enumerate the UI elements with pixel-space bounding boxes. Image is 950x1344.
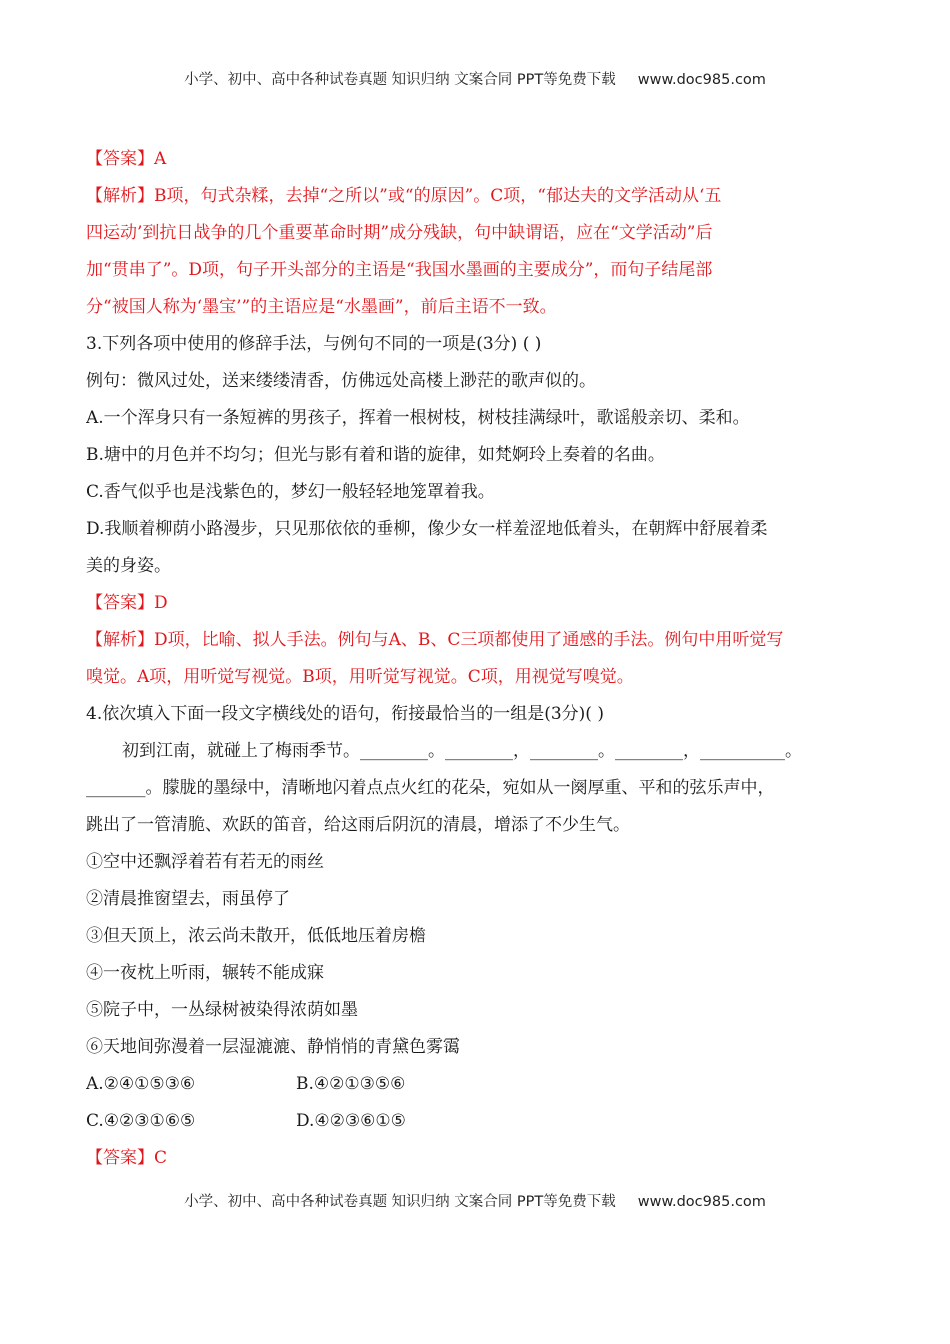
page-header — [0, 68, 950, 89]
answer-line: 【答案】D — [86, 593, 168, 613]
question-3-stem: 3.下列各项中使用的修辞手法，与例句不同的一项是(3分) ( ) — [86, 334, 542, 354]
answer-line: 【答案】C — [86, 1148, 168, 1168]
sentence-item: ①空中还飘浮着若有若无的雨丝 — [86, 852, 324, 872]
page-footer — [0, 1190, 950, 1211]
question-4-option-b: B.④②①③⑤⑥ — [296, 1074, 406, 1094]
sentence-item: ②清晨推窗望去，雨虽停了 — [86, 889, 290, 909]
question-4-option-d: D.④②③⑥①⑤ — [296, 1111, 406, 1131]
footer-text: 小学、初中、高中各种试卷真题 知识归纳 文案合同 PPT等免费下载 — [184, 1194, 616, 1210]
question-4-option-c: C.④②③①⑥⑤ — [86, 1111, 196, 1131]
analysis-line: 【解析】D项，比喻、拟人手法。例句与A、B、C三项都使用了通感的手法。例句中用听觉写 — [86, 630, 784, 650]
question-3-option-b: B.塘中的月色并不均匀；但光与影有着和谐的旋律，如梵婀玲上奏着的名曲。 — [86, 445, 665, 465]
question-3-option-d: D.我顺着柳荫小路漫步，只见那依依的垂柳，像少女一样羞涩地低着头，在朝辉中舒展着柔 — [86, 519, 768, 539]
option-row — [86, 1066, 866, 1103]
sentence-item: ⑤院子中，一丛绿树被染得浓荫如墨 — [86, 1000, 358, 1020]
question-3-option-a: A.一个浑身只有一条短裤的男孩子，挥着一根树枝，树枝挂满绿叶，歌谣般亲切、柔和。 — [86, 408, 750, 428]
sentence-item: ④一夜枕上听雨，辗转不能成寐 — [86, 963, 324, 983]
question-3-option-d-cont: 美的身姿。 — [86, 556, 171, 576]
sentence-item: ③但天顶上，浓云尚未散开，低低地压着房檐 — [86, 926, 426, 946]
analysis-line: 加“贯串了”。D项，句子开头部分的主语是“我国水墨画的主要成分”，而句子结尾部 — [86, 260, 713, 280]
answer-line: 【答案】A — [86, 149, 167, 169]
option-row — [86, 1103, 866, 1140]
question-3-example: 例句：微风过处，送来缕缕清香，仿佛远处高楼上渺茫的歌声似的。 — [86, 371, 596, 391]
footer-url[interactable]: www.doc985.com — [637, 1194, 766, 1210]
header-text: 小学、初中、高中各种试卷真题 知识归纳 文案合同 PPT等免费下载 — [184, 72, 616, 88]
header-url[interactable]: www.doc985.com — [637, 72, 766, 88]
passage-line: 跳出了一管清脆、欢跃的笛音，给这雨后阴沉的清晨，增添了不少生气。 — [86, 815, 630, 835]
document-body — [86, 141, 866, 1177]
analysis-line: 分“被国人称为‘墨宝’”的主语应是“水墨画”，前后主语不一致。 — [86, 297, 557, 317]
question-3-option-c: C.香气似乎也是浅紫色的，梦幻一般轻轻地笼罩着我。 — [86, 482, 495, 502]
passage-line: 初到江南，就碰上了梅雨季节。________。________，________。________，__________。 — [122, 741, 802, 761]
question-4-option-a: A.②④①⑤③⑥ — [86, 1074, 196, 1094]
analysis-line: 【解析】B项，句式杂糅，去掉“之所以”或“的原因”。C项，“郁达夫的文学活动从‘五 — [86, 186, 722, 206]
passage-line: _______。朦胧的墨绿中，清晰地闪着点点火红的花朵，宛如从一阕厚重、平和的弦乐声中， — [86, 778, 775, 798]
sentence-item: ⑥天地间弥漫着一层湿漉漉、静悄悄的青黛色雾霭 — [86, 1037, 460, 1057]
analysis-line: 四运动’到抗日战争的几个重要革命时期”成分残缺，句中缺谓语，应在“文学活动”后 — [86, 223, 713, 243]
analysis-line: 嗅觉。A项，用听觉写视觉。B项，用听觉写视觉。C项，用视觉写嗅觉。 — [86, 667, 634, 687]
question-4-stem: 4.依次填入下面一段文字横线处的语句，衔接最恰当的一组是(3分)( ) — [86, 704, 604, 724]
